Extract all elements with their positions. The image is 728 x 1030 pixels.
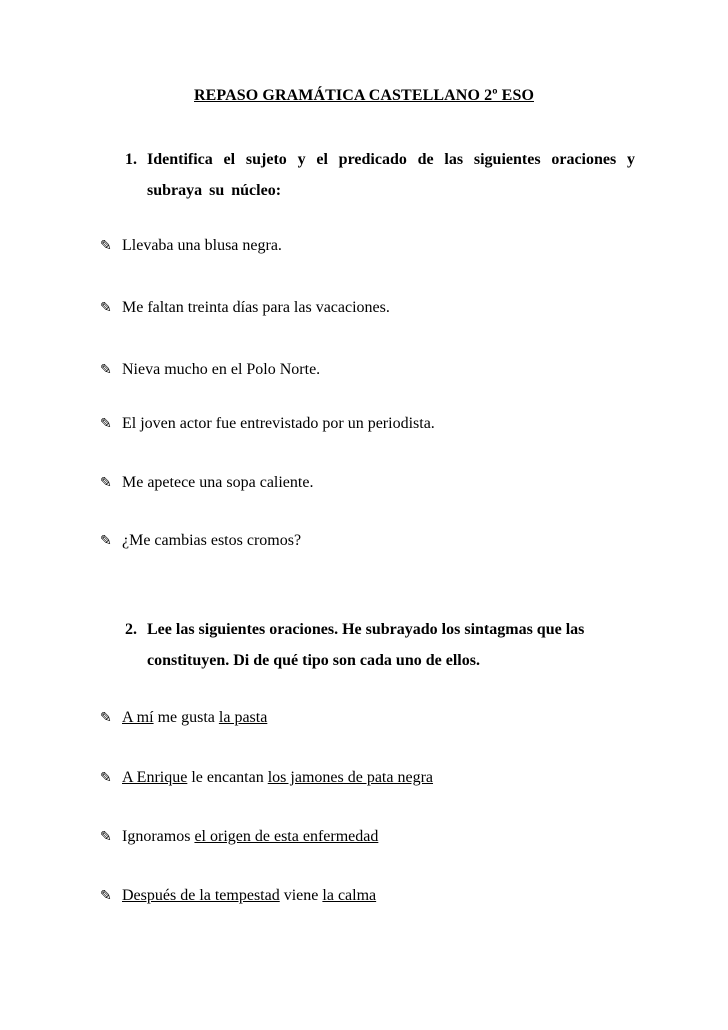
question-number: 1. <box>125 151 137 168</box>
list-item <box>100 827 378 847</box>
question-2 <box>125 614 635 676</box>
pencil-icon: ✎ <box>100 238 112 254</box>
underlined-phrase: el origen de esta enfermedad <box>194 828 379 845</box>
pencil-icon: ✎ <box>100 416 112 432</box>
underlined-phrase: A mí <box>122 709 154 726</box>
underlined-phrase: la calma <box>322 887 377 904</box>
underlined-phrase: Después de la tempestad <box>122 887 280 904</box>
plain-phrase: Ignoramos <box>122 828 195 845</box>
sentence-text: ¿Me cambias estos cromos? <box>122 532 302 549</box>
list-item <box>100 708 267 728</box>
question-1 <box>125 144 635 206</box>
list-item <box>100 236 282 256</box>
sentence-text: Llevaba una blusa negra. <box>122 237 282 254</box>
sentence-text: El joven actor fue entrevistado por un periodista. <box>122 415 435 432</box>
underlined-phrase: A Enrique <box>122 769 188 786</box>
question-number: 2. <box>125 621 137 638</box>
underlined-phrase: la pasta <box>218 709 268 726</box>
list-item <box>100 360 320 380</box>
pencil-icon: ✎ <box>100 829 112 845</box>
page-title: REPASO GRAMÁTICA CASTELLANO 2º ESO <box>194 87 534 104</box>
pencil-icon: ✎ <box>100 533 112 549</box>
question-text: Lee las siguientes oraciones. He subrayado los sintagmas que las constituyen. Di de qué tipo son cada uno de ellos. <box>147 621 585 669</box>
pencil-icon: ✎ <box>100 300 112 316</box>
underlined-phrase: los jamones de pata negra <box>267 769 434 786</box>
pencil-icon: ✎ <box>100 770 112 786</box>
list-item <box>100 531 301 551</box>
pencil-icon: ✎ <box>100 362 112 378</box>
sentence-text: Nieva mucho en el Polo Norte. <box>122 361 321 378</box>
plain-phrase: le encantan <box>187 769 268 786</box>
list-item <box>100 886 376 906</box>
sentence-text: Me faltan treinta días para las vacaciones. <box>122 299 390 316</box>
plain-phrase: me gusta <box>153 709 219 726</box>
question-text: Identifica el sujeto y el predicado de las siguientes oraciones y subraya su núcleo: <box>147 151 635 199</box>
list-item <box>100 298 390 318</box>
list-item <box>100 473 313 493</box>
list-item <box>100 414 435 434</box>
list-item <box>100 768 433 788</box>
pencil-icon: ✎ <box>100 710 112 726</box>
pencil-icon: ✎ <box>100 888 112 904</box>
plain-phrase: viene <box>279 887 323 904</box>
sentence-text: Me apetece una sopa caliente. <box>122 474 314 491</box>
pencil-icon: ✎ <box>100 475 112 491</box>
